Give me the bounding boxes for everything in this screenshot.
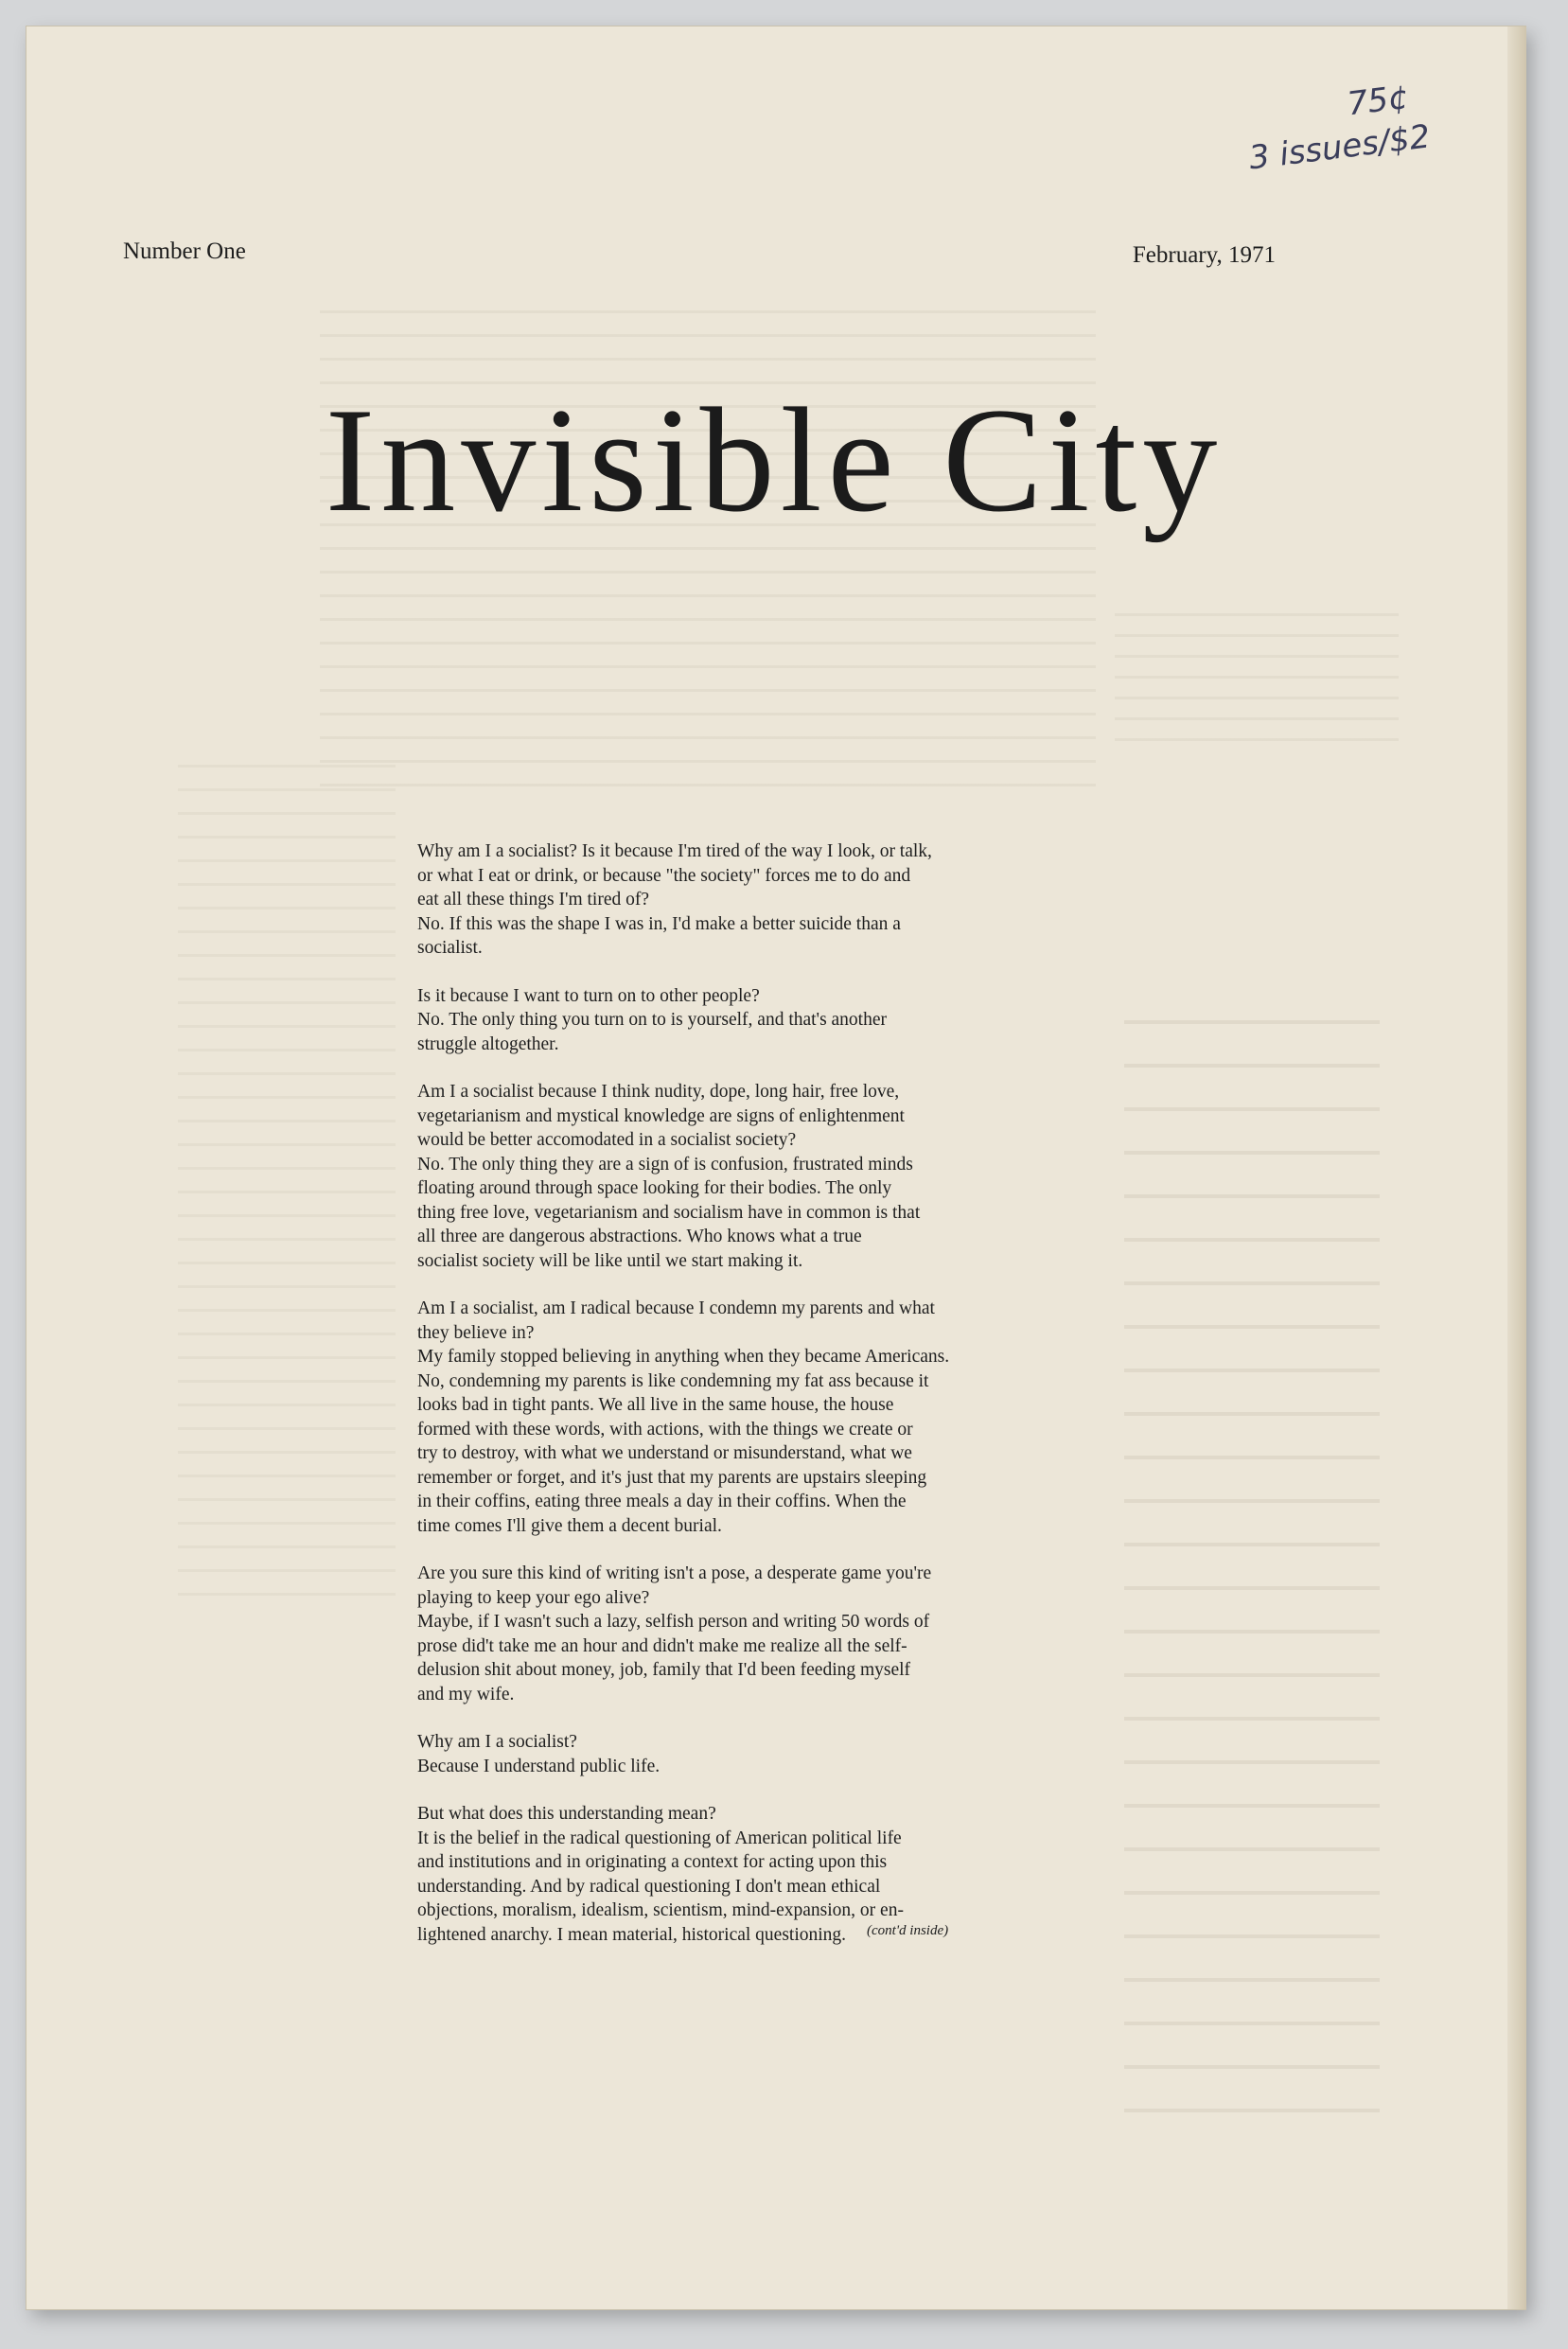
newspaper-page [26, 26, 1525, 2309]
page-fold-edge [1507, 26, 1526, 2309]
masthead-title: Invisible City [325, 378, 1224, 543]
show-through-text [178, 765, 396, 1616]
article-paragraph: Is it because I want to turn on to other people? No. The only thing you turn on to is yourself, and that's another struggle altogether. [417, 985, 888, 1054]
article-paragraph: Why am I a socialist? Because I understand public life. [417, 1732, 661, 1776]
handwritten-price: 75¢ [1345, 78, 1411, 124]
issue-number: Number One [123, 238, 246, 264]
handwritten-subscription: 3 issues/$2 [1246, 117, 1433, 178]
article-paragraph: Am I a socialist, am I radical because I condemn my parents and what they believe in? My family stopped believing in anything when they became Americans. No, condemning my parents is like condemning my fat ass because it looks bad in tight pants. We all live in the same house, the house formed with these words, with actions, with the things we create or try to destroy, with what we understand or misunderstand, what we remember or forget, and it's just that my parents are upstairs sleeping in their coffins, eating three meals a day in their coffins. When the time comes I'll give them a decent burial. [417, 1298, 950, 1536]
show-through-text [1115, 613, 1399, 746]
handwritten-price-note [1242, 65, 1526, 203]
article-paragraph: Why am I a socialist? Is it because I'm tired of the way I look, or talk, or what I eat or drink, or because "the society" forces me to do and eat all these things I'm tired of? No. If this was the shape I was in, I'd make a better suicide than a socialist. [417, 841, 932, 958]
article-paragraph: Are you sure this kind of writing isn't a pose, a desperate game you're playing to keep your ego alive? Maybe, if I wasn't such a lazy, selfish person and writing 50 words of prose did't take me an hour and didn't make me realize all the self- delusion shit about money, job, family that I'd been feeding myself and my wife. [417, 1563, 932, 1704]
article-paragraph: Am I a socialist because I think nudity, dope, long hair, free love, vegetarianism and mystical knowledge are signs of enlightenment would be better accomodated in a socialist society? No. The only thing they are a sign of is confusion, frustrated minds floating around through space looking for their bodies. The only thing free love, vegetarianism and socialism have in common is that all three are dangerous abstractions. Who knows what a true socialist society will be like until we start making it. [417, 1082, 921, 1271]
show-through-text [1124, 1020, 1380, 2118]
continued-note: (cont'd inside) [867, 1923, 949, 1938]
lead-article [417, 839, 1116, 1970]
issue-date: February, 1971 [1132, 242, 1276, 268]
article-paragraph: But what does this understanding mean? It is the belief in the radical questioning of American political life and institutions and in originating a context for acting upon this understanding. And by radical questioning I don't mean ethical objections, moralism, idealism, scientism, mind-expansion, or en- lightened anarchy. I mean material, historical questioning. [417, 1804, 904, 1945]
